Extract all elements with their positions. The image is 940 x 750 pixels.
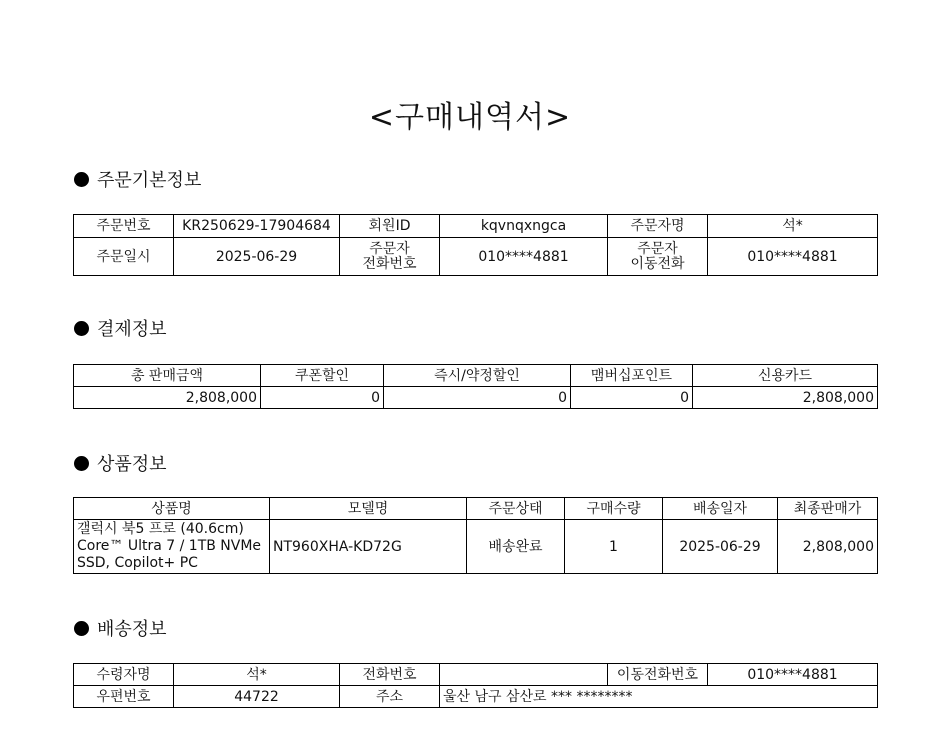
payment-points-value: 0 (571, 387, 693, 409)
product-model: NT960XHA-KD72G (270, 520, 467, 574)
recipient-value: 석* (174, 664, 340, 686)
zip-value: 44722 (174, 686, 340, 708)
product-header-qty: 구매수량 (565, 498, 663, 520)
orderer-phone-label (340, 238, 440, 276)
payment-total-value: 2,808,000 (74, 387, 261, 409)
recipient-label: 수령자명 (74, 664, 174, 686)
product-header-model: 모델명 (270, 498, 467, 520)
product-ship-date: 2025-06-29 (663, 520, 778, 574)
section-heading-product (74, 450, 167, 476)
member-id-label: 회원ID (340, 215, 440, 238)
section-title: 결제정보 (97, 319, 167, 340)
product-name-cell (74, 520, 270, 574)
zip-label: 우편번호 (74, 686, 174, 708)
orderer-name-label: 주문자명 (608, 215, 708, 238)
product-header-name: 상품명 (74, 498, 270, 520)
order-date-label: 주문일시 (74, 238, 174, 276)
section-heading-payment (74, 315, 167, 341)
payment-table (73, 364, 878, 409)
member-id-value: kqvnqxngca (440, 215, 608, 238)
product-name-line: SSD, Copilot+ PC (77, 555, 198, 571)
label-line: 주문자 (369, 240, 410, 257)
label-line: 이동전화 (630, 255, 685, 272)
payment-header-card: 신용카드 (693, 365, 878, 387)
page-title: <구매내역서> (368, 100, 572, 135)
table-row (74, 238, 878, 276)
order-date-value: 2025-06-29 (174, 238, 340, 276)
table-row (74, 664, 878, 686)
bullet-icon (74, 621, 89, 636)
product-header-status: 주문상태 (467, 498, 565, 520)
product-name-line: 갤럭시 북5 프로 (40.6cm) (77, 521, 244, 537)
payment-header-points: 맴버십포인트 (571, 365, 693, 387)
phone-label: 전화번호 (340, 664, 440, 686)
table-row (74, 387, 878, 409)
shipping-table (73, 663, 878, 708)
address-value: 울산 남구 삼산로 *** ******** (440, 686, 878, 708)
table-row (74, 365, 878, 387)
payment-header-coupon: 쿠폰할인 (261, 365, 384, 387)
table-row (74, 498, 878, 520)
mobile-value: 010****4881 (708, 664, 878, 686)
section-title: 주문기본정보 (97, 170, 202, 191)
bullet-icon (74, 172, 89, 187)
orderer-phone-value: 010****4881 (440, 238, 608, 276)
order-no-label: 주문번호 (74, 215, 174, 238)
product-table (73, 497, 878, 574)
label-line: 주문자 (637, 240, 678, 257)
orderer-mobile-label (608, 238, 708, 276)
payment-instant-value: 0 (384, 387, 571, 409)
payment-coupon-value: 0 (261, 387, 384, 409)
product-header-price: 최종판매가 (778, 498, 878, 520)
order-no-value: KR250629-17904684 (174, 215, 340, 238)
bullet-icon (74, 321, 89, 336)
table-row (74, 215, 878, 238)
mobile-label: 이동전화번호 (608, 664, 708, 686)
section-title: 상품정보 (97, 454, 167, 475)
product-header-ship-date: 배송일자 (663, 498, 778, 520)
payment-header-total: 총 판매금액 (74, 365, 261, 387)
bullet-icon (74, 456, 89, 471)
orderer-mobile-value: 010****4881 (708, 238, 878, 276)
phone-value (440, 664, 608, 686)
orderer-name-value: 석* (708, 215, 878, 238)
section-heading-shipping (74, 615, 167, 641)
address-label: 주소 (340, 686, 440, 708)
payment-card-value: 2,808,000 (693, 387, 878, 409)
product-name-line: Core™ Ultra 7 / 1TB NVMe (77, 538, 262, 554)
label-line: 전화번호 (362, 255, 417, 272)
section-heading-order (74, 166, 201, 192)
section-title: 배송정보 (97, 619, 167, 640)
order-basic-table (73, 214, 878, 276)
payment-header-instant: 즉시/약정할인 (384, 365, 571, 387)
product-final-price: 2,808,000 (778, 520, 878, 574)
product-qty: 1 (565, 520, 663, 574)
table-row (74, 520, 878, 574)
product-status: 배송완료 (467, 520, 565, 574)
table-row (74, 686, 878, 708)
